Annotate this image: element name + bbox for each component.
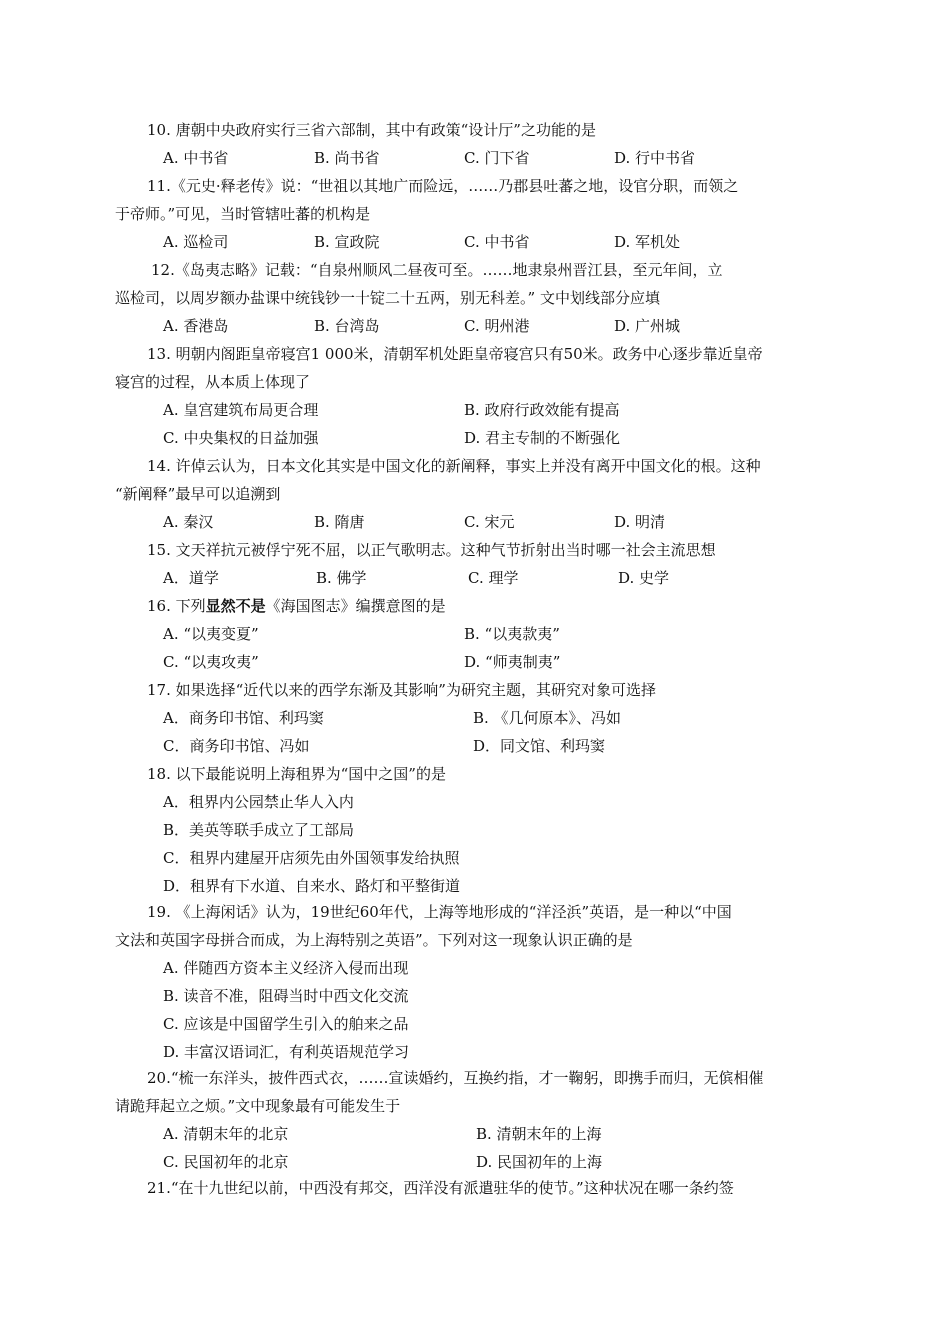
question-11-option-d: D. 军机处 bbox=[614, 233, 681, 251]
question-15-option-a: A．道学 bbox=[163, 569, 219, 587]
question-12-option-d: D. 广州城 bbox=[614, 317, 681, 335]
question-12-option-b: B. 台湾岛 bbox=[314, 317, 380, 335]
question-18-option-c: C．租界内建屋开店须先由外国领事发给执照 bbox=[163, 849, 460, 867]
question-19-option-a: A. 伴随西方资本主义经济入侵而出现 bbox=[163, 959, 409, 977]
question-12-option-c: C. 明州港 bbox=[464, 317, 530, 335]
question-10-stem: 10. 唐朝中央政府实行三省六部制，其中有政策“设计厅”之功能的是 bbox=[147, 121, 596, 139]
question-13-option-d: D. 君主专制的不断强化 bbox=[464, 429, 621, 447]
question-17-option-d: D．同文馆、利玛窦 bbox=[473, 737, 606, 755]
question-11-option-a: A. 巡检司 bbox=[163, 233, 229, 251]
question-13-stem-line2: 寝宫的过程，从本质上体现了 bbox=[115, 373, 311, 391]
question-16-option-b: B. “以夷款夷” bbox=[464, 625, 560, 643]
question-18-option-b: B．美英等联手成立了工部局 bbox=[163, 821, 355, 839]
question-14-option-c: C. 宋元 bbox=[464, 513, 515, 531]
question-18-stem: 18. 以下最能说明上海租界为“国中之国”的是 bbox=[147, 765, 446, 783]
question-13-option-a: A. 皇宫建筑布局更合理 bbox=[163, 401, 319, 419]
question-20-stem-line2: 请跪拜起立之烦。”文中现象最有可能发生于 bbox=[115, 1097, 401, 1115]
question-11-stem-line1: 11.《元史·释老传》说：“世祖以其地广而险远，……乃郡县吐蕃之地，设官分职，而领之 bbox=[147, 177, 739, 195]
question-16-stem-emphasis: 显然不是 bbox=[205, 597, 266, 615]
question-21-stem: 21.“在十九世纪以前，中西没有邦交，西洋没有派遣驻华的使节。”这种状况在哪一条约签 bbox=[147, 1179, 734, 1197]
question-14-option-d: D. 明清 bbox=[614, 513, 666, 531]
question-16-stem-prefix: 16. 下列 bbox=[147, 597, 206, 615]
question-19-option-c: C. 应该是中国留学生引入的舶来之品 bbox=[163, 1015, 409, 1033]
question-20-option-a: A. 清朝末年的北京 bbox=[163, 1125, 289, 1143]
question-18-option-a: A．租界内公园禁止华人入内 bbox=[163, 793, 354, 811]
question-16-stem bbox=[147, 596, 446, 616]
question-15-option-b: B. 佛学 bbox=[316, 569, 367, 587]
question-14-option-b: B. 隋唐 bbox=[314, 513, 365, 531]
question-12-stem-line2: 巡检司，以周岁额办盐课中统钱钞一十锭二十五两，别无科差。” 文中划线部分应填 bbox=[115, 289, 660, 307]
question-10-option-a: A. 中书省 bbox=[163, 149, 229, 167]
question-10-option-c: C. 门下省 bbox=[464, 149, 530, 167]
question-17-stem: 17. 如果选择“近代以来的西学东渐及其影响”为研究主题，其研究对象可选择 bbox=[147, 681, 656, 699]
question-14-stem-line1: 14. 许倬云认为，日本文化其实是中国文化的新阐释，事实上并没有离开中国文化的根。这种 bbox=[147, 457, 761, 475]
question-17-option-c: C．商务印书馆、冯如 bbox=[163, 737, 310, 755]
question-20-stem-line1: 20.“梳一东洋头，披件西式衣，……宣读婚约，互换约指，才一鞠躬，即携手而归，无傧相催 bbox=[147, 1069, 764, 1087]
question-13-option-c: C. 中央集权的日益加强 bbox=[163, 429, 319, 447]
question-18-option-d: D．租界有下水道、自来水、路灯和平整街道 bbox=[163, 877, 461, 895]
question-12-stem-line1: 12.《岛夷志略》记载：“自泉州顺风二昼夜可至。……地隶泉州晋江县，至元年间，立 bbox=[151, 261, 723, 279]
question-15-option-c: C. 理学 bbox=[468, 569, 519, 587]
question-10-option-b: B. 尚书省 bbox=[314, 149, 380, 167]
question-16-option-c: C. “以夷攻夷” bbox=[163, 653, 259, 671]
question-16-stem-suffix: 《海国图志》编撰意图的是 bbox=[265, 597, 446, 615]
question-15-option-d: D. 史学 bbox=[618, 569, 670, 587]
question-16-option-a: A. “以夷变夏” bbox=[163, 625, 259, 643]
question-10-option-d: D. 行中书省 bbox=[614, 149, 696, 167]
question-13-stem-line1: 13. 明朝内阁距皇帝寝宫1 000米，清朝军机处距皇帝寝宫只有50米。政务中心逐步靠近皇帝 bbox=[147, 345, 763, 363]
question-14-stem-line2: “新阐释”最早可以追溯到 bbox=[115, 485, 281, 503]
question-19-option-d: D. 丰富汉语词汇，有利英语规范学习 bbox=[163, 1043, 410, 1061]
question-16-option-d: D. “师夷制夷” bbox=[464, 653, 561, 671]
question-11-option-c: C. 中书省 bbox=[464, 233, 530, 251]
question-15-stem: 15. 文天祥抗元被俘宁死不屈，以正气歌明志。这种气节折射出当时哪一社会主流思想 bbox=[147, 541, 716, 559]
question-20-option-c: C. 民国初年的北京 bbox=[163, 1153, 289, 1171]
question-17-option-a: A．商务印书馆、利玛窦 bbox=[163, 709, 324, 727]
question-14-option-a: A. 秦汉 bbox=[163, 513, 214, 531]
question-19-stem-line2: 文法和英国字母拼合而成，为上海特别之英语”。下列对这一现象认识正确的是 bbox=[115, 931, 633, 949]
question-19-stem-line1: 19. 《上海闲话》认为，19世纪60年代，上海等地形成的“洋泾浜”英语，是一种以“中国 bbox=[147, 903, 732, 921]
question-17-option-b: B. 《几何原本》、冯如 bbox=[473, 709, 622, 727]
question-19-option-b: B. 读音不准，阻碍当时中西文化交流 bbox=[163, 987, 409, 1005]
question-11-stem-line2: 于帝师。”可见，当时管辖吐蕃的机构是 bbox=[115, 205, 371, 223]
question-11-option-b: B. 宣政院 bbox=[314, 233, 380, 251]
question-13-option-b: B. 政府行政效能有提高 bbox=[464, 401, 620, 419]
question-12-option-a: A. 香港岛 bbox=[163, 317, 229, 335]
question-20-option-d: D. 民国初年的上海 bbox=[476, 1153, 603, 1171]
question-20-option-b: B. 清朝末年的上海 bbox=[476, 1125, 602, 1143]
